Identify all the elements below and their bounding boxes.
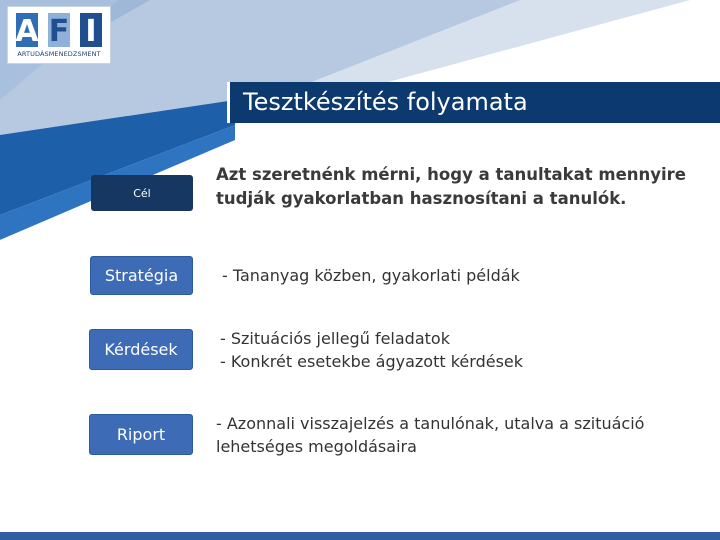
label-cel: Cél <box>91 175 193 211</box>
page-title: Tesztkészítés folyamata <box>243 88 528 116</box>
desc-strategia <box>222 264 520 287</box>
logo-text: ARTUDÁSMENEDZSMENT <box>17 50 101 58</box>
label-kerdesek: Kérdések <box>89 329 193 370</box>
logo-letter-a: A <box>15 14 39 49</box>
desc-kerdesek <box>220 327 523 373</box>
logo-letter-f: F <box>48 14 70 49</box>
desc-kerdesek-line-1: - Szituációs jellegű feladatok <box>220 329 450 348</box>
label-strategia: Stratégia <box>90 256 193 295</box>
desc-cel-line-2: tudják gyakorlatban hasznosítani a tanulók. <box>216 189 627 208</box>
label-riport: Riport <box>89 414 193 455</box>
desc-cel <box>216 163 686 211</box>
desc-riport-line-2: lehetséges megoldásaira <box>216 437 417 456</box>
title-bar-edge <box>227 82 230 123</box>
logo-letter-i: I <box>85 14 97 49</box>
desc-cel-line-1: Azt szeretnénk mérni, hogy a tanultakat mennyire <box>216 165 686 184</box>
logo-mark <box>14 11 106 49</box>
desc-riport-line-1: - Azonnali visszajelzés a tanulónak, utalva a szituáció <box>216 414 645 433</box>
desc-kerdesek-line-2: - Konkrét esetekbe ágyazott kérdések <box>220 352 524 371</box>
desc-strategia-line-1: - Tananyag közben, gyakorlati példák <box>222 266 520 285</box>
title-bar <box>227 82 720 123</box>
bottom-bar <box>0 532 720 540</box>
logo <box>7 6 111 64</box>
desc-riport <box>216 412 644 458</box>
